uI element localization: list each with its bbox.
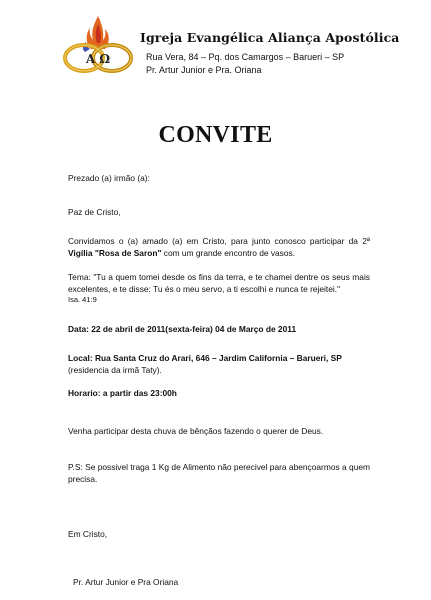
event-date: Data: 22 de abril de 2011(sexta-feira) 04 de Março de 2011 <box>68 324 297 334</box>
church-name: Igreja Evangélica Aliança Apostólica <box>140 30 400 45</box>
invitation-text: Convidamos o (a) amado (a) em Cristo, para junto conosco participar da 2ª <box>68 236 370 246</box>
peace-greeting: Paz de Cristo, <box>68 207 121 217</box>
signature: Pr. Artur Junior e Pra Oriana <box>73 577 179 587</box>
event-location: Local: Rua Santa Cruz do Arari, 646 – Jardim California – Barueri, SP <box>68 353 342 363</box>
location-paragraph <box>68 353 370 376</box>
theme-paragraph <box>68 272 370 305</box>
theme-text: Tema: "Tu a quem tomei desde os fins da terra, e te chamei dentre os seus mais excelentes, e te disse: Tu és o meu servo, a ti escolhi e nunca te rejeitei." <box>68 272 370 294</box>
church-pastors: Pr. Artur Junior e Pra. Oriana <box>146 65 262 75</box>
alpha-omega-letters: A Ω <box>85 52 111 66</box>
event-time: Horario: a partir das 23:00h <box>68 388 177 398</box>
greeting: Prezado (a) irmão (a): <box>68 173 150 183</box>
invitation-paragraph <box>68 236 370 259</box>
event-name: Vigília "Rosa de Saron" <box>68 247 162 258</box>
call-to-action: Venha participar desta chuva de bênçãos fazendo o querer de Deus. <box>68 426 324 436</box>
page-title: CONVITE <box>158 122 273 148</box>
invitation-text-end: com um grande encontro de vasos. <box>161 247 296 258</box>
location-note: (residencia da irmã Taty). <box>68 364 162 375</box>
church-address: Rua Vera, 84 – Pq. dos Camargos – Barueri – SP <box>146 52 345 62</box>
church-logo <box>60 12 136 74</box>
postscript: P.S: Se possivel traga 1 Kg de Alimento não perecivel para abençoarmos a quem precisa. <box>68 462 370 484</box>
closing: Em Cristo, <box>68 529 108 539</box>
theme-reference: Isa. 41:9 <box>68 295 97 304</box>
